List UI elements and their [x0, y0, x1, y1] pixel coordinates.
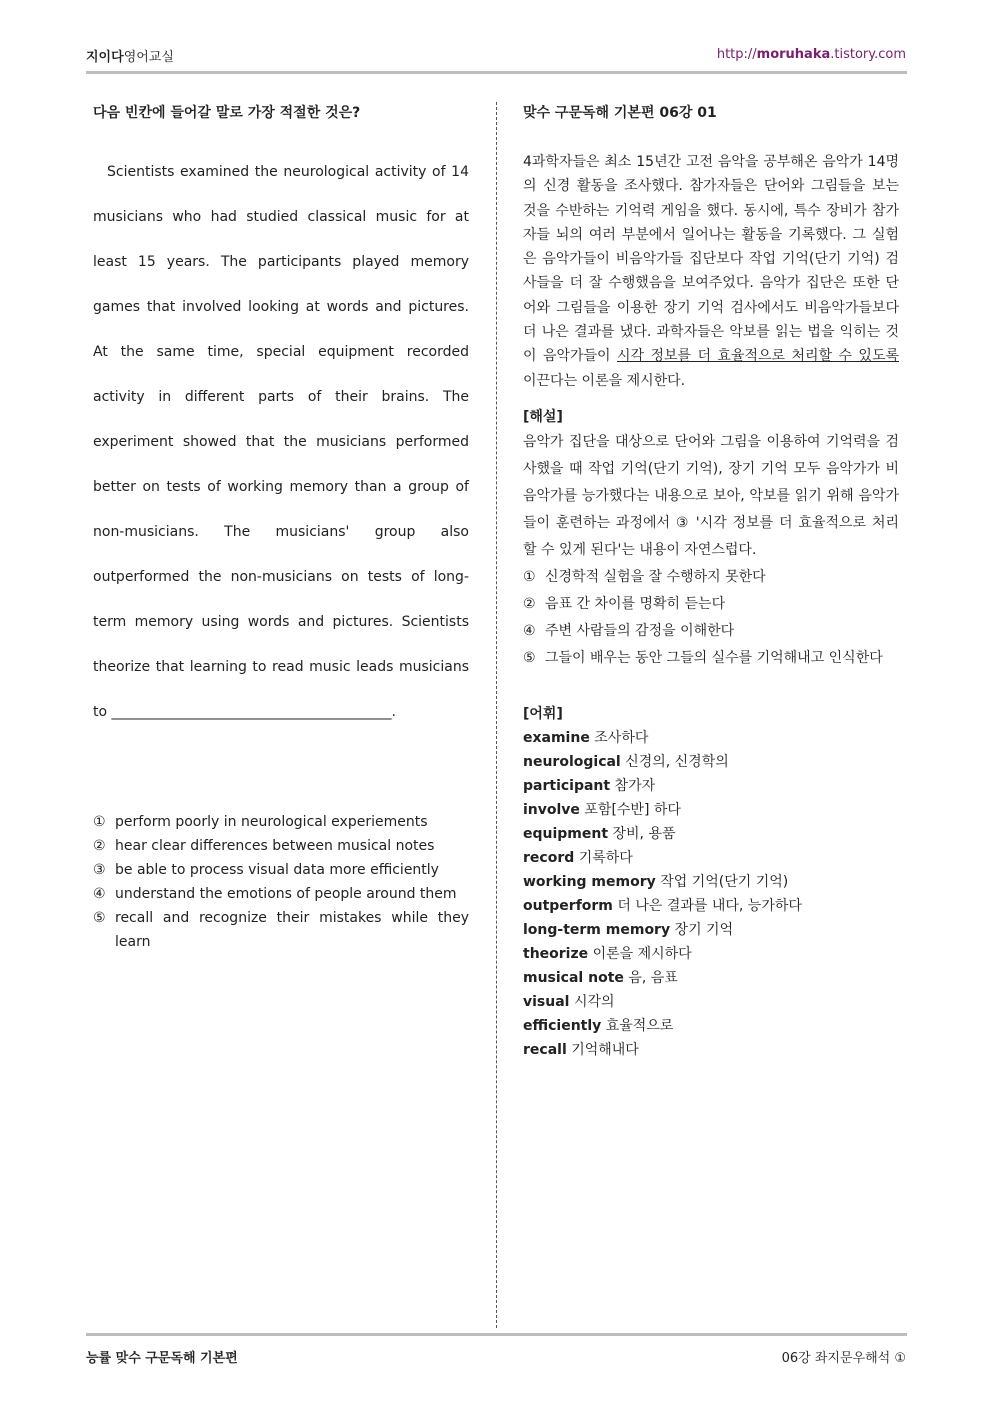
option-item[interactable] — [93, 810, 469, 834]
vocab-word: recall — [523, 1041, 567, 1058]
vocab-word: participant — [523, 777, 611, 794]
option-text: 신경학적 실험을 잘 수행하지 못한다 — [545, 568, 766, 585]
answer-option-item — [523, 645, 899, 672]
url-prefix: http:// — [716, 47, 757, 62]
option-text: 그들이 배우는 동안 그들의 실수를 기억해내고 인식한다 — [545, 649, 883, 666]
vocab-row — [523, 726, 899, 750]
answer-option-item — [523, 564, 899, 591]
question-title: 다음 빈칸에 들어갈 말로 가장 적절한 것은? — [93, 105, 361, 121]
option-item[interactable] — [93, 906, 469, 954]
column-divider — [496, 102, 497, 1328]
vocab-meaning: 기억해내다 — [571, 1041, 639, 1058]
vocab-word: outperform — [523, 897, 613, 914]
brand-header — [86, 46, 174, 65]
answer-options — [523, 564, 899, 672]
translation — [523, 150, 899, 393]
vocab-row — [523, 798, 899, 822]
translation-text-end: 이끈다는 이론을 제시한다. — [523, 372, 686, 389]
passage-blank: ________________________________________. — [111, 704, 396, 720]
translation-underlined: 시각 정보를 더 효율적으로 처리할 수 있도록 — [617, 348, 899, 365]
brand-rest: 영어교실 — [123, 50, 174, 65]
vocab-meaning: 더 나은 결과를 내다, 능가하다 — [617, 897, 802, 914]
url-bold: moruhaka — [756, 47, 831, 62]
vocab-meaning: 작업 기억(단기 기억) — [660, 873, 789, 890]
vocab-row — [523, 870, 899, 894]
vocab-meaning: 기록하다 — [578, 849, 633, 866]
answer-column — [523, 102, 899, 1062]
option-number: ⑤ — [523, 649, 536, 666]
vocab-meaning: 참가자 — [614, 777, 656, 794]
vocab-meaning: 시각의 — [573, 993, 615, 1010]
option-item[interactable] — [93, 882, 469, 906]
option-number: ② — [523, 595, 536, 612]
vocab-word: efficiently — [523, 1017, 602, 1034]
option-number: ② — [93, 838, 106, 854]
brand-bold: 지이다 — [86, 50, 124, 65]
vocab-meaning: 장기 기억 — [674, 921, 734, 938]
vocab-row — [523, 966, 899, 990]
option-number: ④ — [523, 622, 536, 639]
vocab-row — [523, 846, 899, 870]
vocab-word: visual — [523, 993, 570, 1010]
vocab-word: musical note — [523, 969, 624, 986]
explain-text: 음악가 집단을 대상으로 단어와 그림을 이용하여 기억력을 검사했을 때 작업 기억(단기 기억), 장기 기억 모두 음악가가 비음악가를 능가했다는 내용으로 보아, 악보를 읽기 위해 음악가들이 훈련하는 과정에서 ③ '시각 정보를 더 효율적으로 처리할 수 있게 된다'는 내용이 자연스럽다. — [523, 433, 899, 558]
vocab-row — [523, 1038, 899, 1062]
vocab-row — [523, 822, 899, 846]
option-item[interactable] — [93, 858, 469, 882]
option-number: ⑤ — [93, 910, 106, 926]
vocab-word: working memory — [523, 873, 656, 890]
option-text: perform poorly in neurological experiements — [115, 814, 428, 830]
vocab-word: involve — [523, 801, 580, 818]
explain-heading: [해설] — [523, 408, 563, 425]
question-passage — [93, 150, 469, 735]
option-text: recall and recognize their mistakes while they learn — [115, 910, 469, 950]
vocab-row — [523, 1014, 899, 1038]
option-text: 주변 사람들의 감정을 이해한다 — [545, 622, 735, 639]
vocab-meaning: 음, 음표 — [628, 969, 678, 986]
answer-option-item — [523, 618, 899, 645]
answer-option-item — [523, 591, 899, 618]
answer-title: 맞수 구문독해 기본편 06강 01 — [523, 105, 717, 121]
vocab-word: long-term memory — [523, 921, 671, 938]
vocab-row — [523, 774, 899, 798]
vocab-row — [523, 750, 899, 774]
header-rule — [86, 71, 907, 74]
option-text: hear clear differences between musical notes — [115, 838, 435, 854]
vocab-row — [523, 942, 899, 966]
option-text: 음표 간 차이를 명확히 듣는다 — [545, 595, 726, 612]
option-number: ① — [93, 814, 106, 830]
vocab-row — [523, 918, 899, 942]
vocab-word: examine — [523, 729, 590, 746]
site-url[interactable] — [717, 47, 906, 62]
vocab-meaning: 장비, 용품 — [612, 825, 676, 842]
option-item[interactable] — [93, 834, 469, 858]
footer-rule — [86, 1333, 907, 1336]
vocab-meaning: 효율적으로 — [605, 1017, 674, 1034]
vocab-meaning: 조사하다 — [594, 729, 649, 746]
option-number: ① — [523, 568, 536, 585]
vocab-word: neurological — [523, 753, 621, 770]
footer-page-label: 06강 좌지문우해석 ① — [781, 1351, 906, 1366]
vocab-meaning: 신경의, 신경학의 — [625, 753, 729, 770]
vocab-word: equipment — [523, 825, 609, 842]
question-column — [93, 102, 469, 735]
option-number: ④ — [93, 886, 106, 902]
vocab-word: record — [523, 849, 575, 866]
url-suffix: .tistory.com — [830, 47, 906, 62]
question-options — [93, 810, 469, 954]
vocab-list — [523, 726, 899, 1062]
option-number: ③ — [93, 862, 106, 878]
vocab-row — [523, 990, 899, 1014]
footer-book-title: 능률 맞수 구문독해 기본편 — [86, 1351, 238, 1366]
option-text: understand the emotions of people around them — [115, 886, 457, 902]
vocab-row — [523, 894, 899, 918]
translation-text: 4과학자들은 최소 15년간 고전 음악을 공부해온 음악가 14명의 신경 활동을 조사했다. 참가자들은 단어와 그림들을 보는 것을 수반하는 기억력 게임을 했다. 동시에, 특수 장비가 참가자들 뇌의 여러 부분에서 일어나는 활동을 기록했다. 그 실험은 음악가들이 비음악가들 집단보다 작업 기억(단기 기억) 검사들을 더 잘 수행했음을 보여주었다. 음악가 집단은 또한 단어와 그림들을 이용한 장기 기억 검사에서도 비음악가들보다 더 나은 결과를 냈다. 과학자들은 악보를 읽는 법을 익히는 것이 음악가들이 — [523, 154, 899, 365]
vocab-meaning: 이론을 제시하다 — [592, 945, 692, 962]
passage-text: Scientists examined the neurological activity of 14 musicians who had studied classical music for at least 15 years. The participants played memory games that involved looking at words and pictures. At the same time, special equipment recorded activity in different parts of their brains. The experiment showed that the musicians performed better on tests of working memory than a group of non-musicians. The musicians' group also outperformed the non-musicians on tests of long-term memory using words and pictures. Scientists theorize that learning to read music leads musicians to — [93, 164, 469, 720]
vocab-word: theorize — [523, 945, 589, 962]
option-text: be able to process visual data more efficiently — [115, 862, 439, 878]
vocab-meaning: 포함[수반] 하다 — [584, 801, 681, 818]
vocab-heading: [어휘] — [523, 705, 563, 722]
